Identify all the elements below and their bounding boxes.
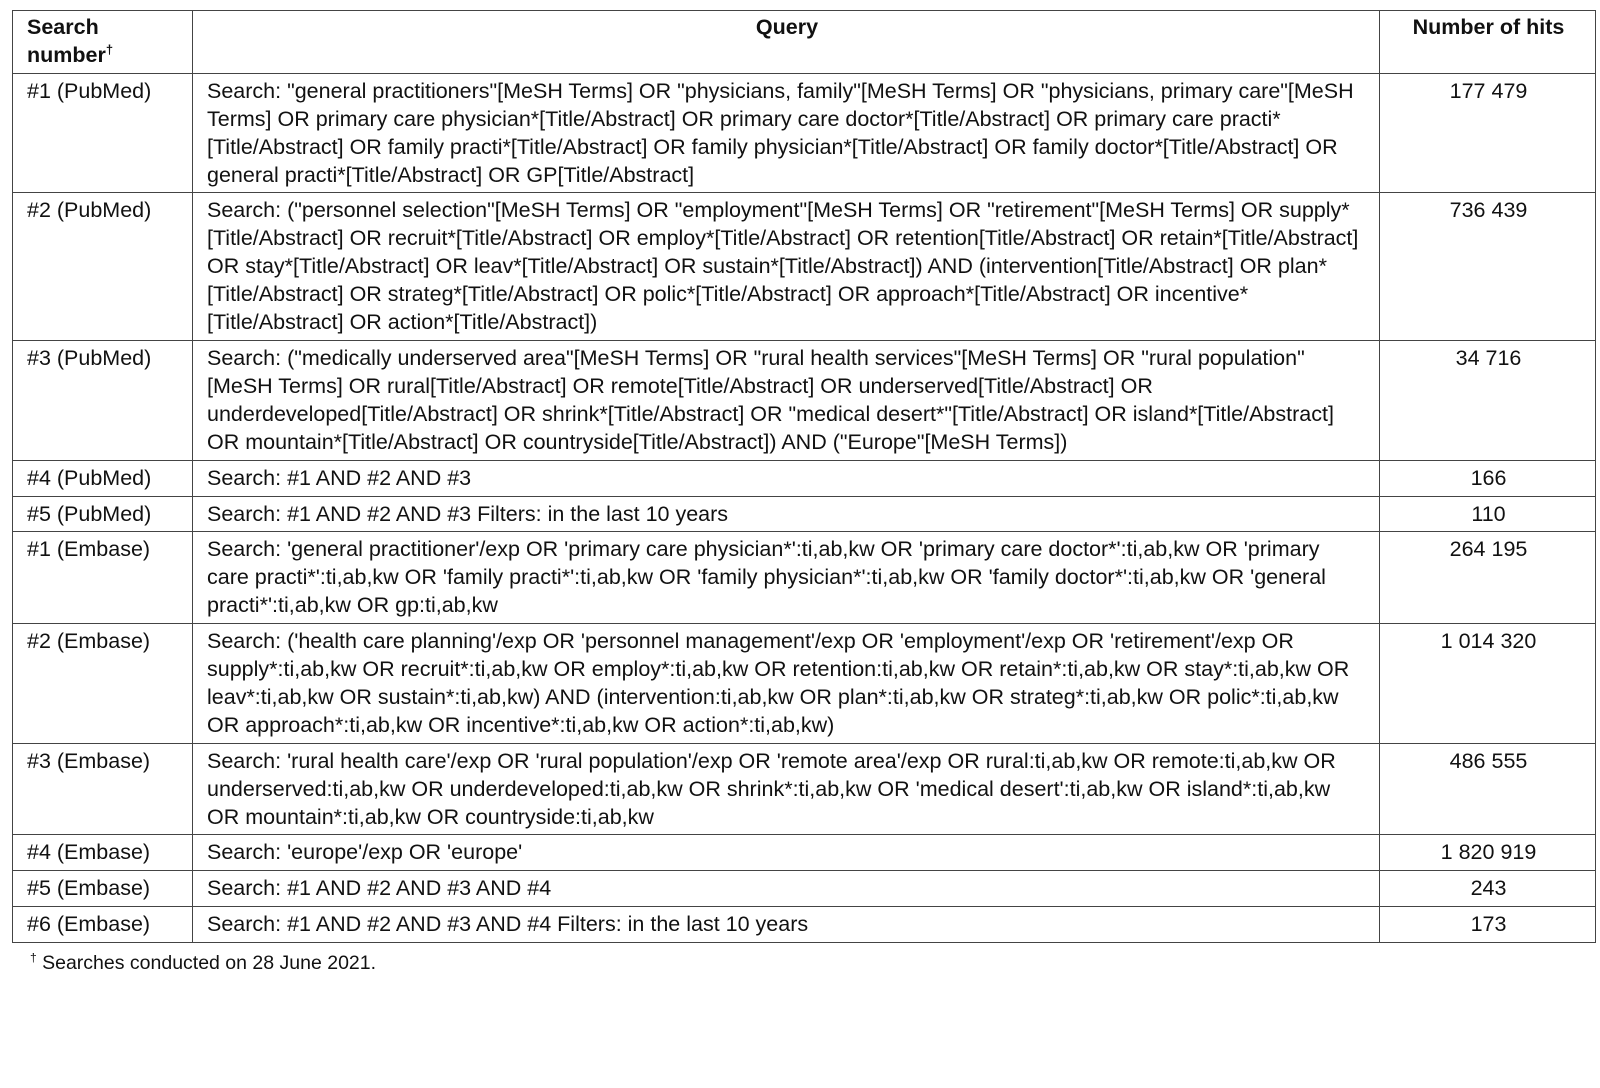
cell-search-number: #3 (PubMed) (13, 340, 193, 460)
table-row (13, 532, 1596, 624)
footnote-dagger-mark: † (30, 950, 37, 965)
cell-query: Search: 'rural health care'/exp OR 'rural population'/exp OR 'remote area'/exp OR rural:ti,ab,kw OR remote:ti,ab,kw OR underserved:ti,ab,kw OR underdeveloped:ti,ab,kw OR shrink*:ti,ab,kw OR 'medical desert':ti,ab,kw OR island*:ti,ab,kw OR mountain*:ti,ab,kw OR countryside:ti,ab,kw (193, 743, 1380, 835)
table-row (13, 193, 1596, 341)
table-row (13, 340, 1596, 460)
cell-query: Search: #1 AND #2 AND #3 AND #4 (193, 871, 1380, 907)
cell-query: Search: 'europe'/exp OR 'europe' (193, 835, 1380, 871)
cell-number-of-hits: 110 (1380, 496, 1596, 532)
cell-number-of-hits: 173 (1380, 907, 1596, 943)
cell-number-of-hits: 166 (1380, 460, 1596, 496)
cell-number-of-hits: 1 820 919 (1380, 835, 1596, 871)
cell-search-number: #2 (Embase) (13, 624, 193, 744)
cell-number-of-hits: 736 439 (1380, 193, 1596, 341)
table-header-row (13, 11, 1596, 74)
table-row (13, 624, 1596, 744)
cell-search-number: #4 (PubMed) (13, 460, 193, 496)
table-row (13, 907, 1596, 943)
table-row (13, 460, 1596, 496)
cell-search-number: #6 (Embase) (13, 907, 193, 943)
cell-number-of-hits: 34 716 (1380, 340, 1596, 460)
cell-query: Search: #1 AND #2 AND #3 (193, 460, 1380, 496)
table-row (13, 871, 1596, 907)
header-query: Query (193, 11, 1380, 74)
cell-query: Search: "general practitioners"[MeSH Terms] OR "physicians, family"[MeSH Terms] OR "physicians, primary care"[MeSH Terms] OR primary care physician*[Title/Abstract] OR primary care doctor*[Title/Abstract] OR primary care practi*[Title/Abstract] OR family practi*[Title/Abstract] OR family physician*[Title/Abstract] OR family doctor*[Title/Abstract] OR general practi*[Title/Abstract] OR GP[Title/Abstract] (193, 73, 1380, 193)
cell-number-of-hits: 177 479 (1380, 73, 1596, 193)
header-dagger-mark: † (105, 41, 114, 57)
table-row (13, 496, 1596, 532)
cell-query: Search: #1 AND #2 AND #3 Filters: in the last 10 years (193, 496, 1380, 532)
cell-query: Search: #1 AND #2 AND #3 AND #4 Filters: in the last 10 years (193, 907, 1380, 943)
document-container (12, 10, 1596, 975)
footnote (30, 951, 1596, 975)
cell-query: Search: ("medically underserved area"[MeSH Terms] OR "rural health services"[MeSH Terms] OR "rural population"[MeSH Terms] OR rural[Title/Abstract] OR remote[Title/Abstract] OR underserved[Title/Abstract] OR underdeveloped[Title/Abstract] OR shrink*[Title/Abstract] OR "medical desert*"[Title/Abstract] OR island*[Title/Abstract] OR mountain*[Title/Abstract] OR countryside[Title/Abstract]) AND ("Europe"[MeSH Terms]) (193, 340, 1380, 460)
cell-number-of-hits: 486 555 (1380, 743, 1596, 835)
table-row (13, 835, 1596, 871)
cell-search-number: #4 (Embase) (13, 835, 193, 871)
table-body (13, 73, 1596, 942)
cell-search-number: #1 (PubMed) (13, 73, 193, 193)
cell-search-number: #3 (Embase) (13, 743, 193, 835)
footnote-text: Searches conducted on 28 June 2021. (36, 952, 377, 975)
cell-query: Search: ('health care planning'/exp OR 'personnel management'/exp OR 'employment'/exp OR 'retirement'/exp OR supply*:ti,ab,kw OR recruit*:ti,ab,kw OR employ*:ti,ab,kw OR retention:ti,ab,kw OR retain*:ti,ab,kw OR stay*:ti,ab,kw OR leav*:ti,ab,kw OR sustain*:ti,ab,kw) AND (intervention:ti,ab,kw OR plan*:ti,ab,kw OR strateg*:ti,ab,kw OR polic*:ti,ab,kw OR approach*:ti,ab,kw OR incentive*:ti,ab,kw OR action*:ti,ab,kw) (193, 624, 1380, 744)
table-row (13, 743, 1596, 835)
cell-search-number: #1 (Embase) (13, 532, 193, 624)
table-row (13, 73, 1596, 193)
cell-search-number: #5 (PubMed) (13, 496, 193, 532)
cell-query: Search: 'general practitioner'/exp OR 'primary care physician*':ti,ab,kw OR 'primary care doctor*':ti,ab,kw OR 'primary care practi*':ti,ab,kw OR 'family practi*':ti,ab,kw OR 'family physician*':ti,ab,kw OR 'family doctor*':ti,ab,kw OR 'general practi*':ti,ab,kw OR gp:ti,ab,kw (193, 532, 1380, 624)
cell-query: Search: ("personnel selection"[MeSH Terms] OR "employment"[MeSH Terms] OR "retirement"[MeSH Terms] OR supply*[Title/Abstract] OR recruit*[Title/Abstract] OR employ*[Title/Abstract] OR retention[Title/Abstract] OR retain*[Title/Abstract] OR stay*[Title/Abstract] OR leav*[Title/Abstract] OR sustain*[Title/Abstract]) AND (intervention[Title/Abstract] OR plan*[Title/Abstract] OR strateg*[Title/Abstract] OR polic*[Title/Abstract] OR approach*[Title/Abstract] OR incentive*[Title/Abstract] OR action*[Title/Abstract]) (193, 193, 1380, 341)
cell-number-of-hits: 243 (1380, 871, 1596, 907)
cell-search-number: #2 (PubMed) (13, 193, 193, 341)
header-number-of-hits: Number of hits (1380, 11, 1596, 74)
search-strategy-table (12, 10, 1596, 943)
cell-search-number: #5 (Embase) (13, 871, 193, 907)
header-search-number-label: Search number (27, 15, 106, 67)
cell-number-of-hits: 1 014 320 (1380, 624, 1596, 744)
cell-number-of-hits: 264 195 (1380, 532, 1596, 624)
header-search-number (13, 11, 193, 74)
